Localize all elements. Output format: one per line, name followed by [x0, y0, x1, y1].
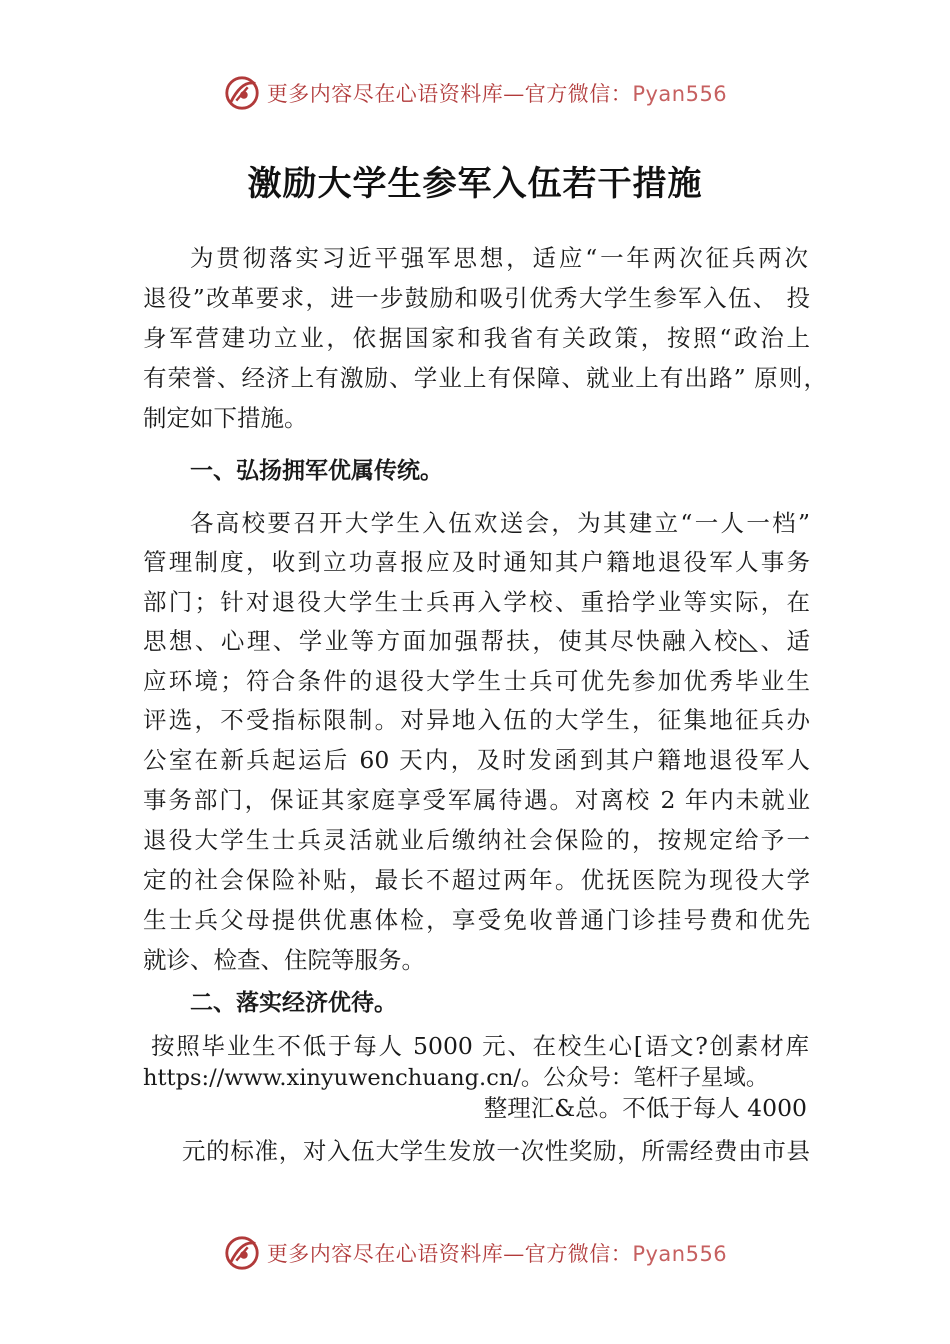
- paragraph-line: 各高校要召开大学生入伍欢送会，为其建立“一人一档”: [190, 509, 810, 537]
- paragraph-line: 退役大学生士兵灵活就业后缴纳社会保险的，按规定给予一: [143, 826, 810, 854]
- paragraph-line: 定的社会保险补贴，最长不超过两年。优抚医院为现役大学: [143, 866, 810, 894]
- brand-logo-icon: [223, 1234, 261, 1272]
- paragraph-line: 整理汇&总。不低于每人 4000: [483, 1094, 807, 1122]
- paragraph-line: 部门；针对退役大学生士兵再入学校、重拾学业等实际，在: [143, 588, 810, 616]
- paragraph-line: 就诊、检查、住院等服务。: [143, 946, 425, 974]
- header-banner: [0, 71, 950, 115]
- paragraph-line: 生士兵父母提供优惠体检，享受免收普通门诊挂号费和优先: [143, 906, 810, 934]
- paragraph-line: 为贯彻落实习近平强军思想，适应“一年两次征兵两次: [190, 244, 808, 272]
- paragraph-line: 思想、心理、学业等方面加强帮扶，使其尽快融入校◺、适: [143, 627, 810, 655]
- paragraph-line: 公室在新兵起运后 60 天内，及时发函到其户籍地退役军人: [143, 746, 810, 774]
- banner-text: 更多内容尽在心语资料库—官方微信：Pyan556: [266, 82, 728, 106]
- paragraph-line-url: https://www.xinyuwenchuang.cn/。公众号：笔杆子星域。: [143, 1065, 769, 1091]
- paragraph-line: 事务部门，保证其家庭享受军属待遇。对离校 2 年内未就业: [143, 786, 810, 814]
- paragraph-line: 应环境；符合条件的退役大学生士兵可优先参加优秀毕业生: [143, 667, 810, 695]
- footer-banner: [0, 1231, 950, 1275]
- document-title: 激励大学生参军入伍若干措施: [247, 164, 703, 204]
- section-heading-2: 二、落实经济优待。: [190, 990, 397, 1016]
- paragraph-line: 评选，不受指标限制。对异地入伍的大学生，征集地征兵办: [143, 706, 810, 734]
- banner-text: 更多内容尽在心语资料库—官方微信：Pyan556: [266, 1242, 728, 1266]
- paragraph-line: 元的标准，对入伍大学生发放一次性奖励，所需经费由市县: [182, 1137, 810, 1165]
- paragraph-line: 退役”改革要求，进一步鼓励和吸引优秀大学生参军入伍、 投: [143, 284, 810, 312]
- section-heading-1: 一、弘扬拥军优属传统。: [190, 458, 443, 484]
- wechat-id: Pyan556: [632, 82, 728, 106]
- paragraph-line: 制定如下措施。: [143, 404, 308, 432]
- brand-logo-icon: [223, 74, 261, 112]
- paragraph-line: 按照毕业生不低于每人 5000 元、在校生心[语文?创素材库: [151, 1032, 809, 1060]
- paragraph-line: 有荣誉、经济上有激励、学业上有保障、就业上有出路” 原则，: [143, 364, 827, 392]
- paragraph-line: 管理制度，收到立功喜报应及时通知其户籍地退役军人事务: [143, 548, 810, 576]
- paragraph-line: 身军营建功立业，依据国家和我省有关政策，按照“政治上: [143, 324, 810, 352]
- wechat-id: Pyan556: [632, 1242, 728, 1266]
